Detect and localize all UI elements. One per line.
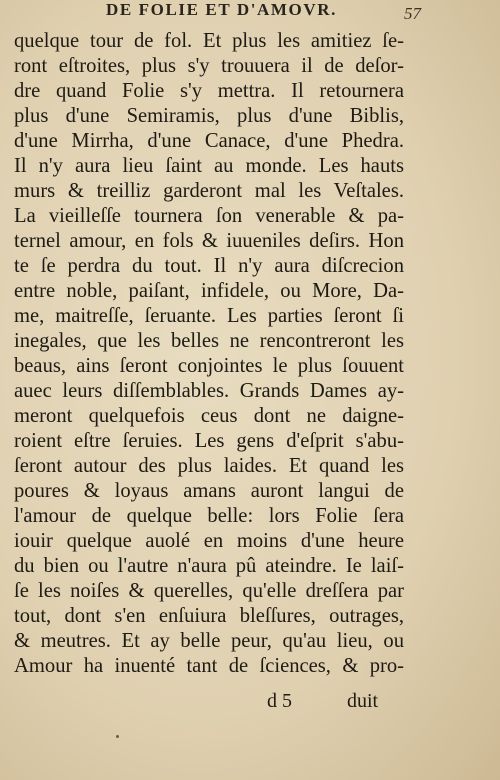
text-line: du bien ou l'autre n'aura pû ateindre. Ie laiſ- — [14, 555, 404, 577]
text-line: Amour ha inuenté tant de ſciences, & pro- — [14, 655, 404, 677]
text-line: iouir quelque auolé en moins d'une heure — [14, 530, 404, 552]
text-line: auec leurs diſſemblables. Grands Dames ay- — [14, 380, 404, 402]
ink-speck — [116, 735, 119, 738]
text-line: murs & treilliz garderont mal les Veſtales. — [14, 180, 404, 202]
text-line: ternel amour, en fols & iuueniles deſirs. Hon — [14, 230, 404, 252]
text-line: poures & loyaus amans auront langui de — [14, 480, 404, 502]
text-line: quelque tour de fol. Et plus les amitiez ſe- — [14, 30, 404, 52]
signature-mark: d 5 — [267, 690, 292, 712]
text-line: La vieilleſſe tournera ſon venerable & pa- — [14, 205, 404, 227]
running-head — [0, 0, 500, 22]
text-line: & meutres. Et ay belle peur, qu'au lieu, ou — [14, 630, 404, 652]
page-footer — [267, 690, 379, 713]
text-line: me, maitreſſe, ſeruante. Les parties ſeront ſi — [14, 305, 404, 327]
text-line: d'une Mirrha, d'une Canace, d'une Phedra. — [14, 130, 404, 152]
text-line: dre quand Folie s'y mettra. Il retournera — [14, 80, 404, 102]
text-line: l'amour de quelque belle: lors Folie ſera — [14, 505, 404, 527]
running-title: DE FOLIE ET D'AMOVR. — [106, 0, 337, 19]
text-line: beaus, ains ſeront conjointes le plus ſouuent — [14, 355, 404, 377]
text-line: meront quelquefois ceus dont ne daigne- — [14, 405, 404, 427]
text-line: ront eſtroites, plus s'y trouuera il de deſor- — [14, 55, 404, 77]
text-line: plus d'une Semiramis, plus d'une Biblis, — [14, 105, 404, 127]
text-line: te ſe perdra du tout. Il n'y aura diſcrecion — [14, 255, 404, 277]
text-line: inegales, que les belles ne rencontreront les — [14, 330, 404, 352]
text-line: ſeront autour des plus laides. Et quand les — [14, 455, 404, 477]
page-number: 57 — [404, 4, 421, 23]
text-line: ſe les noiſes & querelles, qu'elle dreſſera par — [14, 580, 404, 602]
text-line: tout, dont s'en enſuiura bleſſures, outrages, — [14, 605, 404, 627]
text-line: entre noble, paiſant, infidele, ou More, Da- — [14, 280, 404, 302]
text-line: Il n'y aura lieu ſaint au monde. Les hauts — [14, 155, 404, 177]
text-line: roient eſtre ſeruies. Les gens d'eſprit s'abu- — [14, 430, 404, 452]
catchword: duit — [347, 690, 379, 712]
